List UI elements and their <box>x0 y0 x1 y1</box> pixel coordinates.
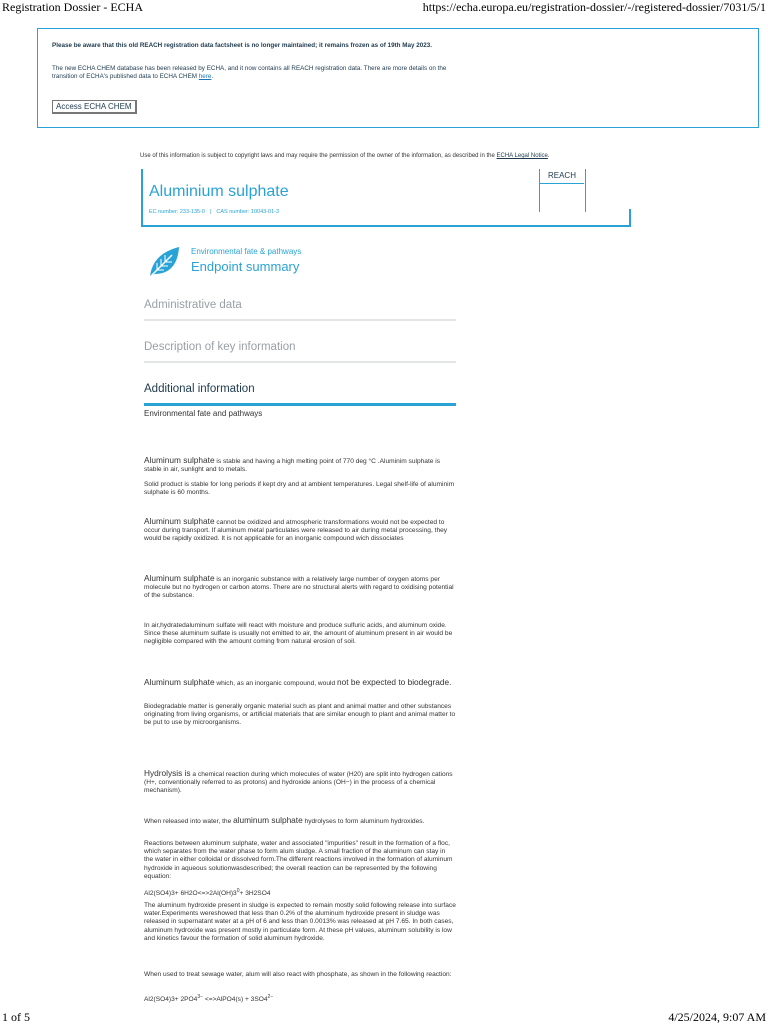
copyright-suffix: . <box>547 153 550 159</box>
endpoint-title: Endpoint summary <box>191 259 300 274</box>
substance-name: Aluminium sulphate <box>149 183 289 200</box>
accordion-additional-information[interactable]: Additional information <box>144 383 255 395</box>
notice-heading: Please be aware that this old REACH registration data factsheet is no longer maintained; it remains frozen as of 19th May 2023. <box>52 42 433 49</box>
accordion-divider <box>144 319 456 321</box>
page-number: 1 of 5 <box>2 1010 30 1024</box>
deprecation-notice <box>37 28 759 128</box>
substance-identifiers <box>149 209 279 215</box>
substance-header-border <box>629 209 631 227</box>
accordion-active-underline <box>144 403 456 406</box>
paragraph: Biodegradable matter is generally organic material such as plant and animal matter and other substances originating from living organisms, or artificial materials that are similar enough to plant and animal matter to be put to use by microorganisms. <box>144 703 456 727</box>
paragraph: Hydrolysis is a chemical reaction during which molecules of water (H20) are split into hydrogen cations (H+, conventionally referred to as protons) and hydroxide anions (OH−) in the process of a chemical mechanism). <box>144 768 453 795</box>
print-footer <box>0 1010 768 1024</box>
print-title: Registration Dossier - ECHA <box>2 0 143 14</box>
paragraph: Solid product is stable for long periods if kept dry and at ambient temperatures. Legal shelf-life of aluminim sulphate is 60 months. <box>144 481 455 497</box>
print-header <box>0 0 768 16</box>
copyright-text: Use of this information is subject to copyright laws and may require the permission of the owner of the information, as described in the <box>140 153 497 159</box>
notice-body <box>52 65 472 81</box>
notice-body-text: The new ECHA CHEM database has been released by ECHA, and it now contains all REACH registration data. There are more details on the transition of ECHA's published data to ECHA CHEM <box>52 65 447 80</box>
identifier-separator: | <box>209 209 212 215</box>
accordion-divider <box>144 361 456 363</box>
access-echa-chem-button[interactable]: Access ECHA CHEM <box>52 100 137 114</box>
paragraph: Aluminum sulphate is an inorganic substance with a relatively large number of oxygen atoms per molecule but no hydrogen or carbon atoms. There are no structural alerts with regard to oxidising potential of the substance. <box>144 573 454 600</box>
ec-number: EC number: 233-135-0 <box>149 209 205 215</box>
notice-here-link[interactable]: here <box>198 73 212 80</box>
equation: $Al2(SO4)3+ 6H2O<=>2Al(OH)3^0+ 3H2SO4$ <box>144 888 271 898</box>
leaf-icon <box>146 244 182 280</box>
accordion-description[interactable]: Description of key information <box>144 341 296 353</box>
subheading: Environmental fate and pathways <box>144 409 263 418</box>
print-url: https://echa.europa.eu/registration-dossier/-/registered-dossier/7031/5/1 <box>422 0 766 14</box>
equation: $Al2(SO4)3+ 2PO4^{3-}$ <=>AlPO4(s) + $3SO4^{2-}$ <box>144 994 274 1004</box>
reach-label: REACH <box>540 169 584 184</box>
paragraph: When used to treat sewage water, alum will also react with phosphate, as shown in the following reaction: <box>144 971 452 978</box>
section-category: Environmental fate & pathways <box>191 247 302 256</box>
paragraph: Aluminum sulphate which, as an inorganic compound, would not be expected to biodegrade. <box>144 677 452 687</box>
paragraph: Aluminum sulphate cannot be oxidized and atmospheric transformations would not be expected to occur during transport. If aluminum metal particulates were released to air during metal processing, they would be rapidly oxidized. It is not applicable for an inorganic compound wich dissociates <box>144 516 448 543</box>
notice-body-suffix: . <box>211 73 214 80</box>
paragraph: In air,hydratedaluminum sulfate will react with moisture and produce sulfuric acids, and aluminum oxide. Since these aluminum sulfate is usually not emitted to air, the amount of aluminum present in air would be negligible compared with the amount coming from natural erosion of soil. <box>144 622 453 646</box>
paragraph: The aluminum hydroxide present in sludge is expected to remain mostly solid following release into surface water.Experiments wereshowed that less than 0.2% of the aluminum hydroxide present in sludge was released in supernatant water at a pH of 6 and less than 0.0013% was released at pH 7.65. In both cases, aluminum hydroxide was present mostly in particulate form. At these pH values, aluminum solubility is low and kinetics favour the formation of solid aluminum hydroxide. <box>144 902 456 942</box>
copyright-notice <box>140 153 620 159</box>
print-datetime: 4/25/2024, 9:07 AM <box>668 1010 766 1024</box>
paragraph: Aluminum sulphate is stable and having a high melting point of 770 deg °C .Aluminim sulphate is stable in air, sunlight and to metals. <box>144 455 441 474</box>
legal-notice-link[interactable]: ECHA Legal Notice <box>496 153 548 159</box>
paragraph: When released into water, the aluminum sulphate hydrolyses to form aluminum hydroxides. <box>144 815 425 825</box>
cas-number: CAS number: 10043-01-3 <box>216 209 280 215</box>
reach-tab[interactable] <box>539 169 586 212</box>
accordion-administrative-data[interactable]: Administrative data <box>144 299 242 311</box>
paragraph: Reactions between aluminum sulphate, water and associated "impurities" result in the formation of a floc, which separates from the water phase to form alum sludge. A small fraction of the aluminum can stay in the water in either colloidal or dissolved form.The different reactions involved in the formation of aluminum hydroxide in aqueous solutionwasdescribed; the overall reaction can be represented by the following equation: <box>144 840 453 880</box>
